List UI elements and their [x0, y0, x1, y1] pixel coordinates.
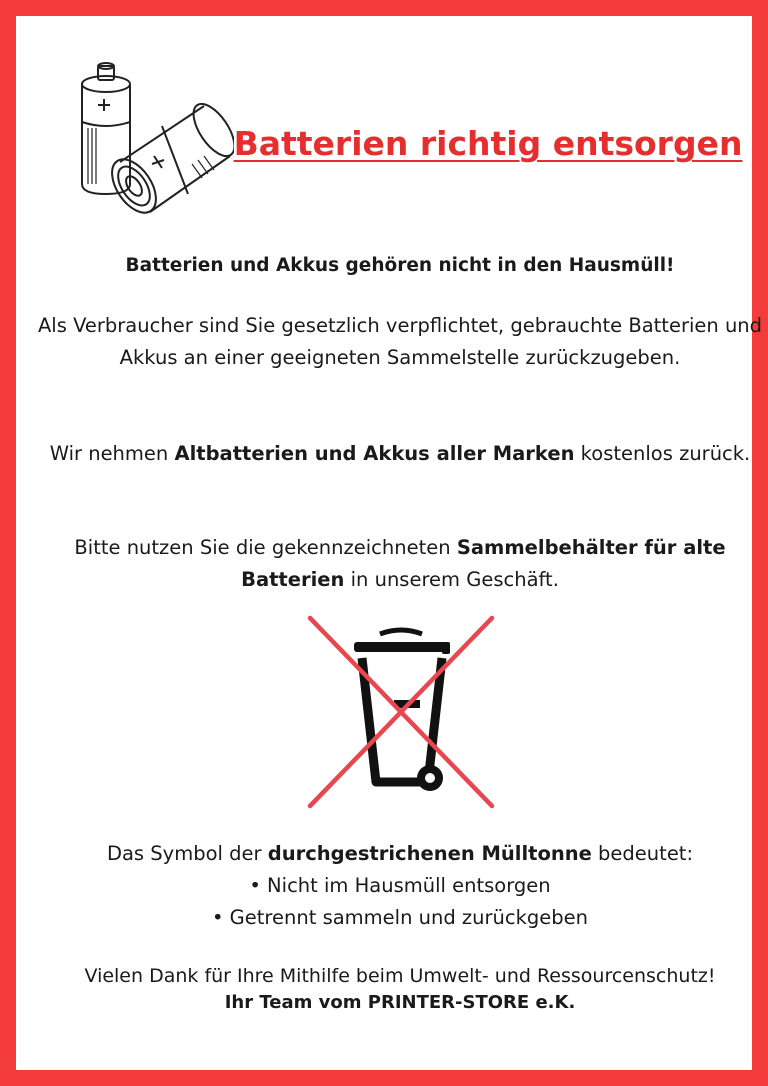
symbol-intro: Das Symbol der durchgestrichenen Mülltonne bedeutet: [106, 842, 694, 865]
crossed-out-wheelie-bin-icon [296, 612, 506, 812]
collection-bin-text: Bitte nutzen Sie die gekennzeichneten Sammelbehälter für alte Batterien in unserem Geschäft. [74, 536, 726, 591]
free-return-text: Wir nehmen Altbatterien und Akkus aller Marken kostenlos zurück. [49, 442, 751, 465]
symbol-explanation [32, 838, 768, 934]
batteries-illustration [54, 44, 234, 224]
bullet-item: • Nicht im Hausmüll entsorgen [249, 874, 551, 897]
lead-statement: Batterien und Akkus gehören nicht in den Hausmüll! [125, 255, 675, 276]
thanks-text: Vielen Dank für Ihre Mithilfe beim Umwelt- und Ressourcenschutz! [84, 965, 716, 987]
bullet-item: • Getrennt sammeln und zurückgeben [211, 906, 589, 929]
poster-title: Batterien richtig entsorgen [233, 124, 743, 163]
store-signoff: Ihr Team vom PRINTER-STORE e.K. [224, 992, 576, 1013]
legal-obligation-text: Als Verbraucher sind Sie gesetzlich verpflichtet, gebrauchte Batterien und Akkus an einer geeigneten Sammelstelle zurückzugeben. [37, 314, 763, 369]
